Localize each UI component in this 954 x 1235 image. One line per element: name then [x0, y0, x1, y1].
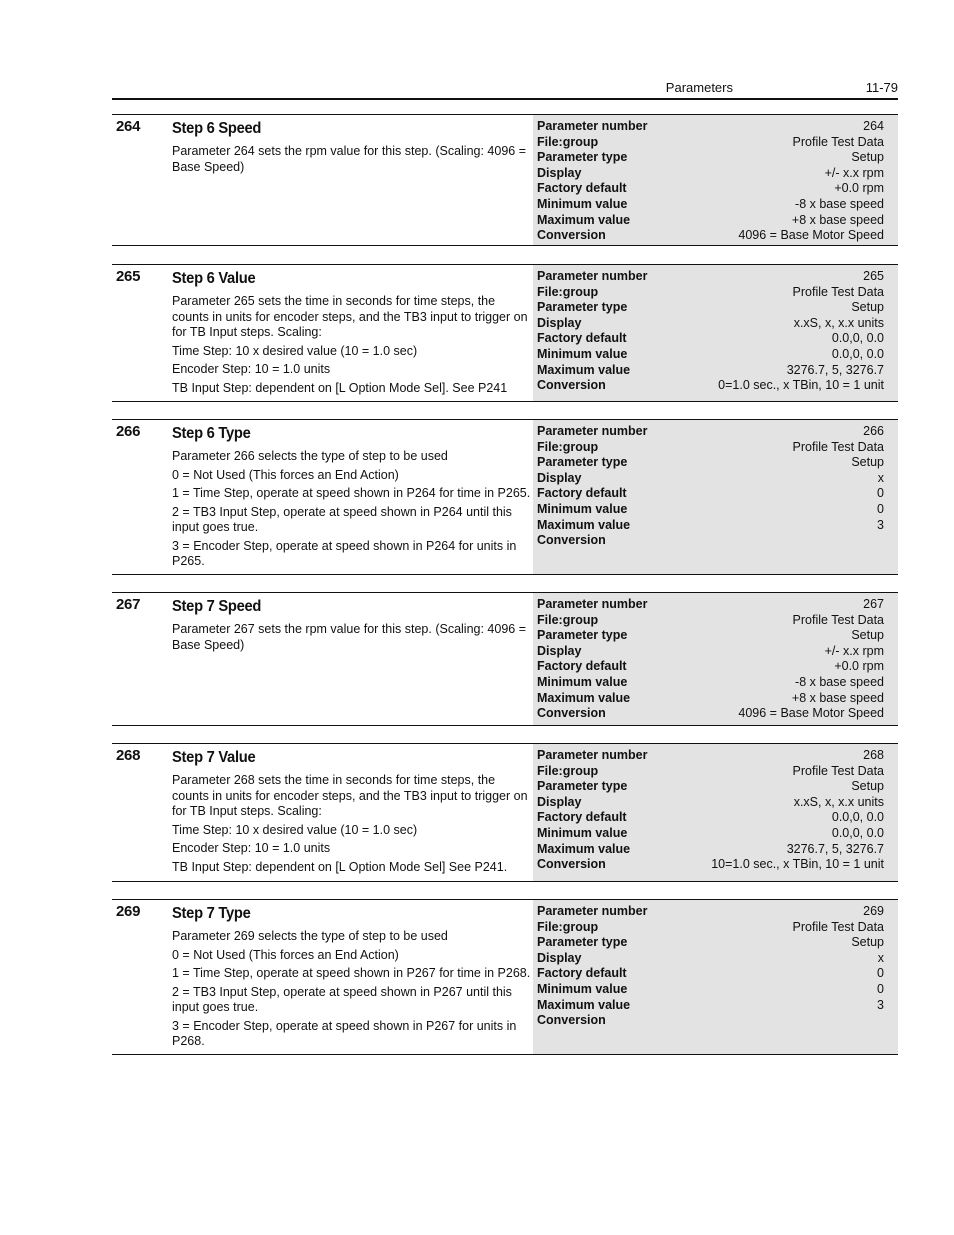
info-label: Maximum value	[537, 997, 631, 1012]
info-row-display	[537, 951, 884, 967]
info-row-max	[537, 213, 884, 229]
info-row-number	[537, 119, 884, 135]
info-row-max	[537, 363, 884, 379]
info-value: 0	[877, 966, 884, 981]
parameter-info-box	[533, 115, 898, 245]
info-row-max	[537, 842, 884, 858]
info-label: Conversion	[537, 228, 606, 243]
info-label: Display	[537, 643, 582, 658]
info-row-group	[537, 440, 884, 456]
info-label: Minimum value	[537, 196, 628, 211]
info-label: Maximum value	[537, 690, 631, 705]
info-label: Parameter number	[537, 269, 648, 283]
info-value: Setup	[851, 779, 884, 794]
info-value: 268	[863, 748, 884, 762]
info-label: Parameter type	[537, 455, 628, 470]
parameter-description	[172, 744, 532, 878]
description-line: Parameter 269 selects the type of step to be used	[172, 929, 448, 943]
description-line: TB Input Step: dependent on [L Option Mode Sel] See P241.	[172, 859, 508, 874]
info-value: x	[877, 950, 884, 965]
parameter-info-box	[533, 593, 898, 725]
info-value: 269	[863, 904, 884, 918]
info-value: +0.0 rpm	[834, 181, 884, 196]
parameter-number-heading: 264	[116, 118, 141, 135]
info-row-min	[537, 502, 884, 518]
page-number: 11-79	[865, 80, 898, 95]
description-line: Encoder Step: 10 = 1.0 units	[172, 841, 331, 855]
parameter-block	[112, 899, 898, 1055]
info-row-type	[537, 628, 884, 644]
info-label: Parameter number	[537, 424, 648, 438]
info-label: Maximum value	[537, 841, 631, 856]
info-value: +/- x.x rpm	[824, 643, 884, 658]
info-row-group	[537, 135, 884, 151]
info-label: Maximum value	[537, 212, 631, 227]
parameter-description	[172, 265, 532, 399]
info-row-type	[537, 455, 884, 471]
info-value: +8 x base speed	[791, 212, 884, 227]
section-title: Parameters	[665, 80, 733, 95]
info-label: Factory default	[537, 486, 627, 501]
info-row-group	[537, 285, 884, 301]
description-line: Parameter 265 sets the time in seconds for time steps, the counts in units for encoder steps, and the TB3 input to trigger on for TB Input steps. Scaling:	[172, 294, 528, 339]
info-label: Factory default	[537, 181, 627, 196]
parameter-info-box	[533, 420, 898, 574]
info-value: +0.0 rpm	[834, 659, 884, 674]
info-row-group	[537, 613, 884, 629]
info-label: Maximum value	[537, 517, 631, 532]
info-row-default	[537, 181, 884, 197]
info-row-max	[537, 518, 884, 534]
info-row-type	[537, 150, 884, 166]
info-row-display	[537, 471, 884, 487]
info-label: Parameter type	[537, 150, 628, 165]
parameter-info-box	[533, 900, 898, 1054]
info-value: Profile Test Data	[792, 134, 884, 149]
info-label: Parameter number	[537, 597, 648, 611]
parameter-description	[172, 900, 532, 1053]
info-label: Factory default	[537, 810, 627, 825]
info-label: Conversion	[537, 1013, 606, 1028]
info-row-type	[537, 779, 884, 795]
info-row-min	[537, 347, 884, 363]
info-value: 0	[877, 981, 884, 996]
info-label: File:group	[537, 439, 599, 454]
info-label: Parameter number	[537, 748, 648, 762]
info-row-number	[537, 269, 884, 285]
info-row-min	[537, 826, 884, 842]
info-row-conversion	[537, 378, 884, 394]
info-label: Parameter type	[537, 628, 628, 643]
description-line: Time Step: 10 x desired value (10 = 1.0 sec)	[172, 822, 418, 837]
info-row-type	[537, 935, 884, 951]
info-row-number	[537, 904, 884, 920]
info-label: Display	[537, 794, 582, 809]
description-line: Time Step: 10 x desired value (10 = 1.0 sec)	[172, 343, 418, 358]
info-value: Profile Test Data	[792, 612, 884, 627]
info-value: 0	[877, 486, 884, 501]
info-value: Setup	[851, 935, 884, 950]
info-label: Parameter type	[537, 935, 628, 950]
description-line: 1 = Time Step, operate at speed shown in P264 for time in P265.	[172, 486, 531, 500]
info-label: File:group	[537, 134, 599, 149]
parameter-title: Step 7 Value	[172, 749, 256, 766]
parameter-title: Step 6 Type	[172, 425, 251, 442]
info-value: 0.0,0, 0.0	[831, 331, 884, 346]
info-label: Conversion	[537, 857, 606, 872]
parameter-number-heading: 267	[116, 596, 141, 613]
info-label: Minimum value	[537, 501, 628, 516]
info-row-min	[537, 197, 884, 213]
parameter-block	[112, 114, 898, 246]
parameter-block	[112, 592, 898, 726]
info-label: Parameter type	[537, 300, 628, 315]
info-label: Minimum value	[537, 674, 628, 689]
info-value: 3	[877, 997, 884, 1012]
info-value: +8 x base speed	[791, 690, 884, 705]
parameter-title: Step 6 Value	[172, 270, 256, 287]
info-label: Parameter number	[537, 119, 648, 133]
info-value: 0.0,0, 0.0	[831, 825, 884, 840]
info-row-number	[537, 424, 884, 440]
info-label: File:group	[537, 763, 599, 778]
info-value: 0=1.0 sec., x TBin, 10 = 1 unit	[718, 378, 884, 393]
info-row-group	[537, 764, 884, 780]
info-label: Parameter number	[537, 904, 648, 918]
info-value: x	[877, 470, 884, 485]
info-value: 3276.7, 5, 3276.7	[786, 362, 884, 377]
info-label: Display	[537, 315, 582, 330]
description-line: Parameter 267 sets the rpm value for this step. (Scaling: 4096 = Base Speed)	[172, 622, 527, 652]
info-value: 10=1.0 sec., x TBin, 10 = 1 unit	[711, 857, 884, 872]
parameter-number-heading: 265	[116, 268, 141, 285]
description-line: 1 = Time Step, operate at speed shown in P267 for time in P268.	[172, 966, 531, 980]
info-label: Minimum value	[537, 346, 628, 361]
description-line: Parameter 268 sets the time in seconds for time steps, the counts in units for encoder steps, and the TB3 input to trigger on for TB Input steps. Scaling:	[172, 773, 528, 818]
info-row-conversion	[537, 706, 884, 722]
info-label: File:group	[537, 284, 599, 299]
info-value: 3276.7, 5, 3276.7	[786, 841, 884, 856]
parameter-info-box	[533, 265, 898, 401]
info-value: 266	[863, 424, 884, 438]
info-row-max	[537, 691, 884, 707]
info-value: 3	[877, 517, 884, 532]
info-row-display	[537, 166, 884, 182]
info-label: Minimum value	[537, 981, 628, 996]
description-line: 0 = Not Used (This forces an End Action)	[172, 467, 399, 482]
info-value: 267	[863, 597, 884, 611]
info-value: Profile Test Data	[792, 439, 884, 454]
description-line: 0 = Not Used (This forces an End Action)	[172, 947, 399, 962]
parameter-description	[172, 115, 532, 178]
info-value: 0.0,0, 0.0	[831, 346, 884, 361]
description-line: 3 = Encoder Step, operate at speed shown in P267 for units in P268.	[172, 1018, 517, 1048]
parameter-title: Step 7 Speed	[172, 598, 262, 615]
info-label: Display	[537, 950, 582, 965]
info-value: 0.0,0, 0.0	[831, 810, 884, 825]
info-label: Factory default	[537, 659, 627, 674]
description-line: 2 = TB3 Input Step, operate at speed shown in P267 until this input goes true.	[172, 984, 512, 1014]
info-row-default	[537, 966, 884, 982]
description-line: TB Input Step: dependent on [L Option Mode Sel]. See P241	[172, 380, 508, 395]
info-value: Profile Test Data	[792, 763, 884, 778]
info-label: File:group	[537, 612, 599, 627]
info-row-default	[537, 331, 884, 347]
info-value: Profile Test Data	[792, 284, 884, 299]
info-value: 265	[863, 269, 884, 283]
info-value: x.xS, x, x.x units	[793, 794, 884, 809]
info-value: +/- x.x rpm	[824, 165, 884, 180]
info-row-type	[537, 300, 884, 316]
info-label: Conversion	[537, 378, 606, 393]
parameter-number-heading: 266	[116, 423, 141, 440]
info-row-number	[537, 748, 884, 764]
info-row-default	[537, 486, 884, 502]
parameter-number-heading: 269	[116, 903, 141, 920]
info-row-display	[537, 644, 884, 660]
info-value: 4096 = Base Motor Speed	[738, 228, 884, 243]
info-label: Parameter type	[537, 779, 628, 794]
info-value: Profile Test Data	[792, 919, 884, 934]
info-value: 264	[863, 119, 884, 133]
info-value: 0	[877, 501, 884, 516]
info-label: Display	[537, 165, 582, 180]
header-rule	[112, 98, 898, 100]
info-label: File:group	[537, 919, 599, 934]
info-row-number	[537, 597, 884, 613]
info-value: x.xS, x, x.x units	[793, 315, 884, 330]
info-row-min	[537, 675, 884, 691]
info-row-group	[537, 920, 884, 936]
info-label: Minimum value	[537, 825, 628, 840]
info-value: Setup	[851, 455, 884, 470]
info-row-conversion	[537, 857, 884, 873]
info-value: Setup	[851, 150, 884, 165]
info-row-max	[537, 998, 884, 1014]
info-row-min	[537, 982, 884, 998]
info-label: Maximum value	[537, 362, 631, 377]
parameter-title: Step 6 Speed	[172, 120, 262, 137]
info-label: Factory default	[537, 966, 627, 981]
info-value: Setup	[851, 300, 884, 315]
info-row-conversion	[537, 533, 884, 549]
parameter-description	[172, 593, 532, 656]
info-row-conversion	[537, 1013, 884, 1029]
running-head	[112, 80, 898, 100]
info-row-default	[537, 810, 884, 826]
parameter-block	[112, 743, 898, 882]
description-line: Parameter 266 selects the type of step to be used	[172, 449, 448, 463]
info-row-conversion	[537, 228, 884, 244]
info-label: Factory default	[537, 331, 627, 346]
parameter-description	[172, 420, 532, 573]
parameter-block	[112, 264, 898, 402]
info-label: Conversion	[537, 533, 606, 548]
info-value: 4096 = Base Motor Speed	[738, 706, 884, 721]
info-value: Setup	[851, 628, 884, 643]
info-row-display	[537, 316, 884, 332]
description-line: 3 = Encoder Step, operate at speed shown in P264 for units in P265.	[172, 538, 517, 568]
parameter-info-box	[533, 744, 898, 881]
info-value: -8 x base speed	[795, 674, 884, 689]
parameter-title: Step 7 Type	[172, 905, 251, 922]
parameter-number-heading: 268	[116, 747, 141, 764]
info-label: Display	[537, 470, 582, 485]
parameter-block	[112, 419, 898, 575]
description-line: Parameter 264 sets the rpm value for this step. (Scaling: 4096 = Base Speed)	[172, 144, 527, 174]
info-row-default	[537, 659, 884, 675]
info-label: Conversion	[537, 706, 606, 721]
description-line: Encoder Step: 10 = 1.0 units	[172, 362, 331, 376]
description-line: 2 = TB3 Input Step, operate at speed shown in P264 until this input goes true.	[172, 504, 512, 534]
info-value: -8 x base speed	[795, 196, 884, 211]
info-row-display	[537, 795, 884, 811]
